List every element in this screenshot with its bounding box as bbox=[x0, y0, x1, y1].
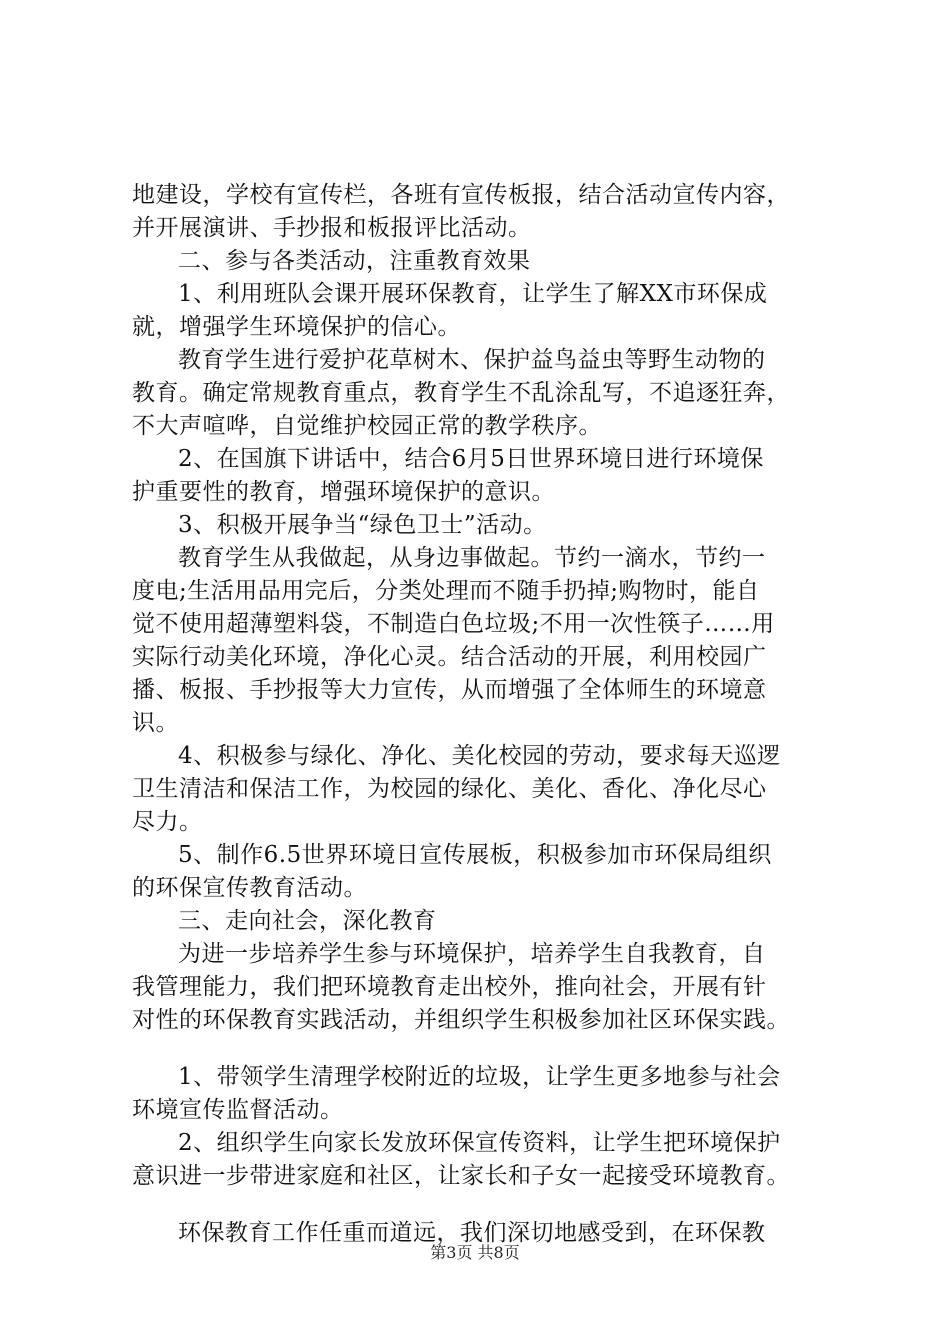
paragraph-line: 尽力。 bbox=[132, 809, 203, 835]
paragraph-line: 意识进一步带进家庭和社区，让家长和子女一起接受环境教育。 bbox=[132, 1163, 790, 1189]
paragraph-line: 护重要性的教育，增强环境保护的意识。 bbox=[132, 479, 555, 505]
section-heading: 三、走向社会，深化教育 bbox=[178, 908, 437, 934]
paragraph-line: 1、带领学生清理学校附近的垃圾，让学生更多地参与社会 bbox=[178, 1064, 781, 1090]
paragraph-line: 教育学生从我做起，从身边事做起。节约一滴水，节约一 bbox=[178, 545, 766, 571]
paragraph-line: 教育学生进行爱护花草树木、保护益鸟益虫等野生动物的 bbox=[178, 347, 766, 373]
paragraph-line: 播、板报、手抄报等大力宣传，从而增强了全体师生的环境意 bbox=[132, 677, 767, 703]
paragraph-line: 2、在国旗下讲话中，结合6月5日世界环境日进行环境保 bbox=[178, 446, 764, 472]
paragraph-line: 我管理能力，我们把环境教育走出校外，推向社会，开展有针 bbox=[132, 974, 767, 1000]
paragraph-line: 环保教育工作任重而道远，我们深切地感受到，在环保教 bbox=[178, 1220, 766, 1246]
paragraph-line: 1、利用班队会课开展环保教育，让学生了解XX市环保成 bbox=[178, 281, 768, 307]
section-heading: 二、参与各类活动，注重教育效果 bbox=[178, 248, 531, 274]
paragraph-line: 地建设，学校有宣传栏，各班有宣传板报，结合活动宣传内容， bbox=[132, 182, 790, 208]
paragraph-line: 3、积极开展争当“绿色卫士”活动。 bbox=[178, 512, 547, 538]
paragraph-line: 并开展演讲、手抄报和板报评比活动。 bbox=[132, 215, 532, 241]
page-number: 第3页 共8页 bbox=[430, 1243, 520, 1262]
paragraph-line: 觉不使用超薄塑料袋，不制造白色垃圾;不用一次性筷子……用 bbox=[132, 611, 775, 637]
paragraph-line: 卫生清洁和保洁工作，为校园的绿化、美化、香化、净化尽心 bbox=[132, 776, 767, 802]
paragraph-line: 的环保宣传教育活动。 bbox=[132, 875, 367, 901]
paragraph-line: 5、制作6.5世界环境日宣传展板，积极参加市环保局组织 bbox=[178, 842, 772, 868]
paragraph-line: 4、积极参与绿化、净化、美化校园的劳动，要求每天巡逻 bbox=[178, 743, 781, 769]
paragraph-line: 对性的环保教育实践活动，并组织学生积极参加社区环保实践。 bbox=[132, 1007, 790, 1033]
paragraph-line: 环境宣传监督活动。 bbox=[132, 1097, 344, 1123]
paragraph-line: 教育。确定常规教育重点，教育学生不乱涂乱写，不追逐狂奔， bbox=[132, 380, 790, 406]
paragraph-line: 不大声喧哗，自觉维护校园正常的教学秩序。 bbox=[132, 413, 602, 439]
paragraph-line: 就，增强学生环境保护的信心。 bbox=[132, 314, 461, 340]
paragraph-line: 度电;生活用品用完后，分类处理而不随手扔掉;购物时，能自 bbox=[132, 578, 760, 604]
paragraph-line: 2、组织学生向家长发放环保宣传资料，让学生把环境保护 bbox=[178, 1130, 781, 1156]
paragraph-line: 实际行动美化环境，净化心灵。结合活动的开展，利用校园广 bbox=[132, 644, 767, 670]
paragraph-line: 识。 bbox=[132, 710, 179, 736]
paragraph-line: 为进一步培养学生参与环境保护，培养学生自我教育，自 bbox=[178, 941, 766, 967]
